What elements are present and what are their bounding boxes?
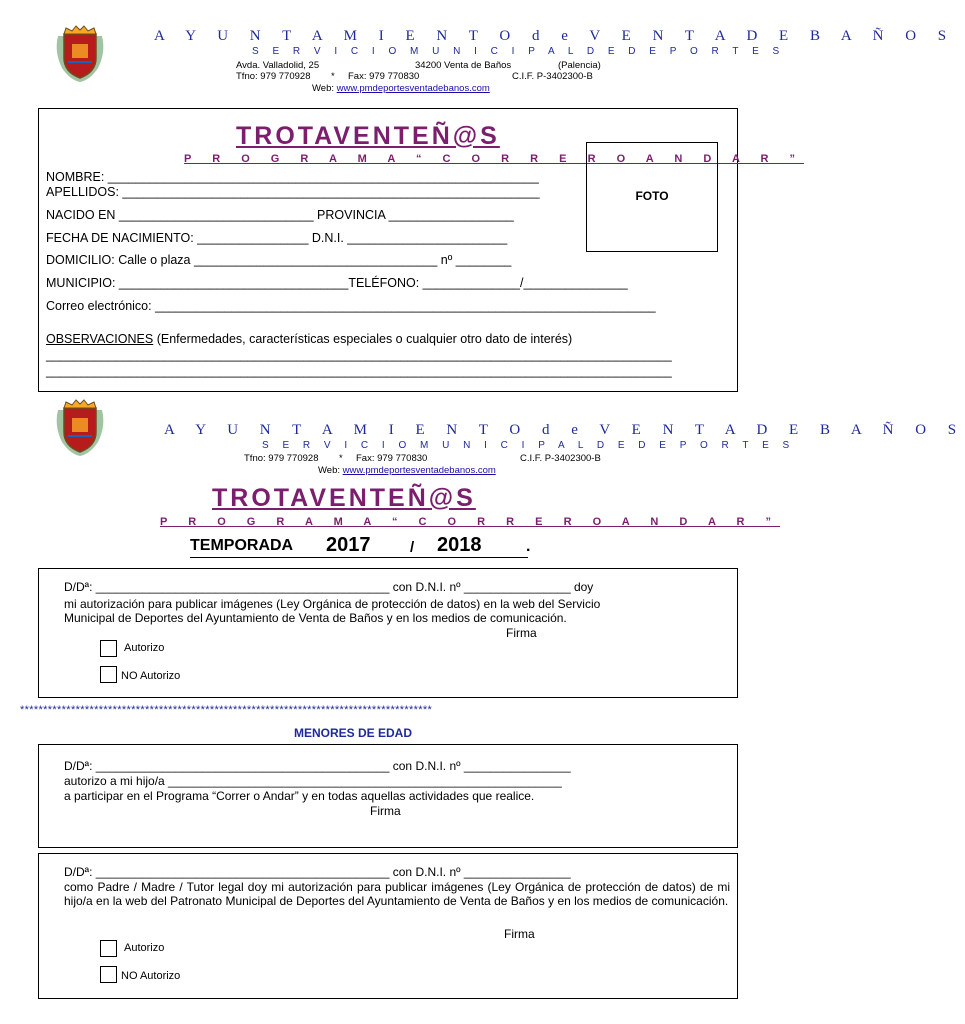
observaciones-heading: [46, 332, 572, 346]
temporada-underline: [190, 557, 528, 558]
firma-label: Firma: [506, 626, 537, 640]
menores-firma: Firma: [370, 804, 401, 818]
separator-star-2: *: [339, 453, 343, 464]
observaciones-line-1[interactable]: __________________________________________________________________________________________: [46, 348, 672, 362]
temporada-label: TEMPORADA: [190, 537, 294, 554]
consent-line-1[interactable]: D/Dª: ____________________________________________ con D.N.I. nº ________________ doy: [64, 580, 594, 594]
photo-box[interactable]: [586, 142, 718, 252]
observaciones-label: OBSERVACIONES: [46, 332, 154, 346]
menores-line-3: a participar en el Programa “Correr o Andar” y en todas aquellas actividades que realice.: [64, 789, 535, 803]
service-name-2: S E R V I C I O M U N I C I P A L D E D E P O R T E S: [262, 440, 795, 451]
menores-line-2[interactable]: autorizo a mi hijo/a ___________________________________________________________: [64, 774, 562, 788]
tutor-no-autorizo-label: NO Autorizo: [121, 970, 181, 982]
fax-2: Fax: 979 770830: [356, 453, 428, 464]
phone-2: Tfno: 979 770928: [244, 453, 319, 464]
service-name: S E R V I C I O M U N I C I P A L D E D E P O R T E S: [252, 46, 785, 57]
field-fecha-dni[interactable]: FECHA DE NACIMIENTO: ________________ D.N.I. _______________________: [46, 231, 508, 245]
observaciones-line-2[interactable]: __________________________________________________________________________________________: [46, 364, 672, 378]
tutor-no-autorizo-checkbox[interactable]: [100, 966, 117, 983]
form-title: TROTAVENTEÑ@S: [236, 122, 500, 150]
tutor-consent-text: como Padre / Madre / Tutor legal doy mi autorización para publicar imágenes (Ley Orgánica de protección de datos) de mi hijo/a en la web del Patronato Municipal de Deportes del Ayuntamiento de Venta de Baños y en los medios de comunicación.: [64, 880, 730, 908]
cif: C.I.F. P-3402300-B: [512, 71, 593, 82]
form-title-2: TROTAVENTEÑ@S: [212, 484, 476, 512]
season-year-start: 2017: [326, 534, 371, 556]
web-link-2[interactable]: www.pmdeportesventadebanos.com: [342, 465, 496, 476]
province: (Palencia): [558, 60, 601, 71]
field-nombre[interactable]: NOMBRE: ______________________________________________________________: [46, 170, 539, 184]
coat-of-arms-logo: [50, 22, 110, 84]
season-slash: /: [410, 539, 415, 556]
season-dot: .: [526, 538, 531, 555]
organization-name-2: A Y U N T A M I E N T O d e V E N T A D E B A Ñ O S: [164, 422, 965, 438]
field-apellidos[interactable]: APELLIDOS: ____________________________________________________________: [46, 185, 540, 199]
consent-line-3: Municipal de Deportes del Ayuntamiento de Venta de Baños y en los medios de comunicación.: [64, 611, 567, 625]
web-link[interactable]: www.pmdeportesventadebanos.com: [336, 83, 490, 94]
temporada-line: [190, 537, 293, 555]
tutor-autorizo-label: Autorizo: [124, 942, 165, 954]
menores-title: MENORES DE EDAD: [294, 726, 413, 740]
organization-name: A Y U N T A M I E N T O d e V E N T A D E B A Ñ O S: [154, 28, 956, 44]
tutor-firma: Firma: [504, 927, 535, 941]
no-autorizo-checkbox[interactable]: [100, 666, 117, 683]
program-name: P R O G R A M A “ C O R R E R O A N D A R ”: [184, 153, 805, 165]
star-separator: *****************************************************************************************: [20, 704, 433, 716]
photo-label: FOTO: [635, 189, 669, 203]
separator-star: *: [331, 71, 335, 82]
field-correo[interactable]: Correo electrónico: ________________________________________________________________________: [46, 299, 656, 313]
coat-of-arms-logo-2: [50, 396, 110, 458]
web-line-2: [318, 465, 496, 476]
no-autorizo-label: NO Autorizo: [121, 670, 181, 682]
field-domicilio[interactable]: DOMICILIO: Calle o plaza ___________________________________ nº ________: [46, 253, 512, 267]
address: Avda. Valladolid, 25: [236, 60, 320, 71]
autorizo-checkbox[interactable]: [100, 640, 117, 657]
field-municipio-telefono[interactable]: MUNICIPIO: _________________________________TELÉFONO: ______________/_______________: [46, 276, 628, 290]
phone: Tfno: 979 770928: [236, 71, 311, 82]
observaciones-text: (Enfermedades, características especiales o cualquier otro dato de interés): [153, 332, 573, 346]
cif-2: C.I.F. P-3402300-B: [520, 453, 601, 464]
consent-line-2: mi autorización para publicar imágenes (Ley Orgánica de protección de datos) en la web del Servicio: [64, 597, 601, 611]
program-name-2: P R O G R A M A “ C O R R E R O A N D A R ”: [160, 516, 781, 528]
season-year-end: 2018: [437, 534, 482, 556]
web-label: Web:: [312, 83, 337, 94]
field-nacido-provincia[interactable]: NACIDO EN ____________________________ PROVINCIA __________________: [46, 208, 514, 222]
web-label-2: Web:: [318, 465, 343, 476]
tutor-autorizo-checkbox[interactable]: [100, 940, 117, 957]
autorizo-label: Autorizo: [124, 642, 165, 654]
postal-code: 34200 Venta de Baños: [415, 60, 512, 71]
tutor-line-1[interactable]: D/Dª: ____________________________________________ con D.N.I. nº ________________: [64, 865, 571, 879]
menores-line-1[interactable]: D/Dª: ____________________________________________ con D.N.I. nº ________________: [64, 759, 571, 773]
fax: Fax: 979 770830: [348, 71, 420, 82]
web-line: [312, 83, 490, 94]
